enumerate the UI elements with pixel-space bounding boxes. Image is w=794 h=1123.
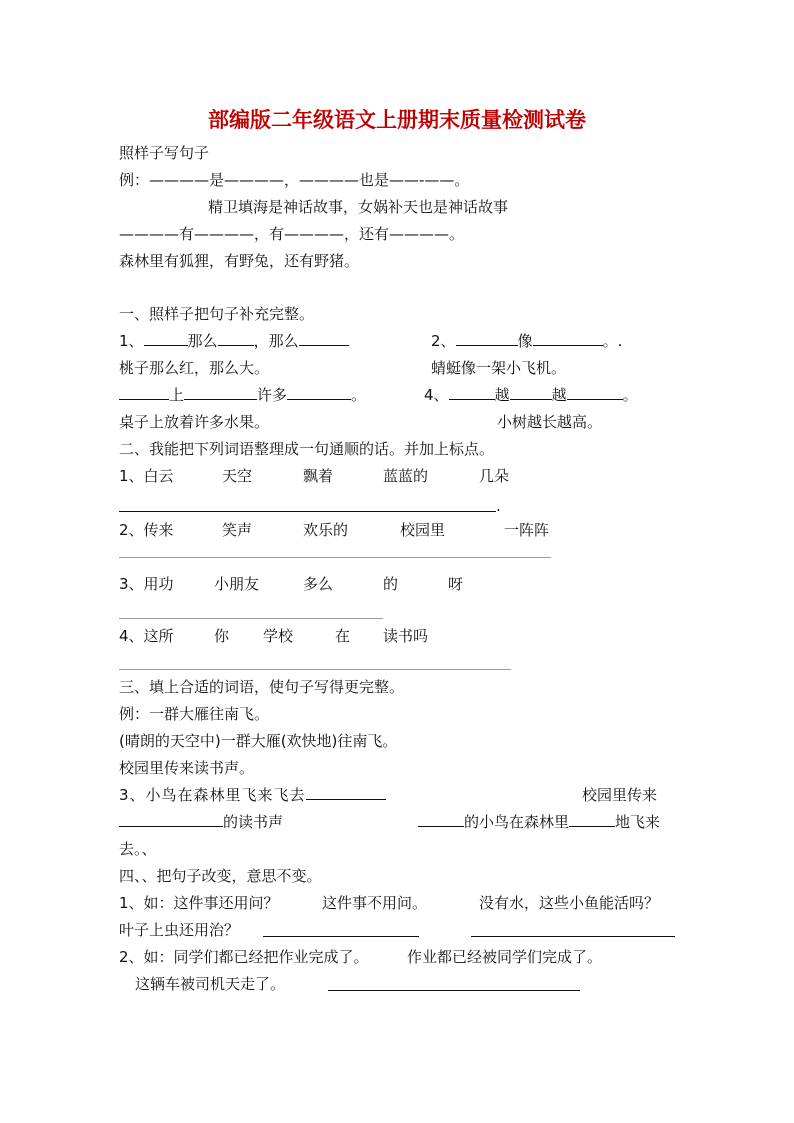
s2-q1-word: 1、白云	[119, 467, 174, 485]
section4-heading: 四、、把句子改变，意思不变。	[119, 867, 322, 885]
blank[interactable]	[533, 331, 603, 346]
s1-ex4: 小树越长越高。	[497, 413, 603, 431]
page-title: 部编版二年级语文上册期末质量检测试卷	[208, 107, 586, 132]
s1-q1	[119, 331, 349, 351]
blank[interactable]	[456, 331, 518, 346]
s3-q3-right: 校园里传来	[582, 786, 658, 804]
s3-line2-a: 的读书声	[223, 813, 284, 831]
s2-q2-word: 2、传来	[119, 521, 174, 539]
s3-sentence: 校园里传来读书声。	[119, 759, 255, 777]
s1-q3-end: 。	[351, 386, 367, 404]
s2-q3-word: 3、用功	[119, 575, 174, 593]
s2-q3-word: 呀	[448, 575, 464, 593]
s2-q4-word: 在	[335, 627, 351, 645]
blank[interactable]	[287, 385, 351, 400]
s2-q1-word: 几朵	[479, 467, 510, 485]
s1-ex2: 蜻蜓像一架小飞机。	[431, 359, 567, 377]
s2-q2-word: 一阵阵	[504, 521, 550, 539]
s1-q1-num: 1、	[119, 332, 144, 350]
s2-q1-word: 飘着	[303, 467, 334, 485]
s1-q4-end: 。	[622, 386, 638, 404]
s1-q2-num: 2、	[431, 332, 456, 350]
blank[interactable]	[306, 785, 386, 800]
s2-q4-word: 读书吗	[383, 627, 429, 645]
s2-q3-word: 的	[383, 575, 399, 593]
s2-q4-word: 你	[214, 627, 230, 645]
s1-q4	[424, 385, 638, 405]
section3-heading: 三、填上合适的词语，使句子写得更完整。	[119, 678, 405, 696]
blank[interactable]	[119, 385, 169, 400]
blank[interactable]	[510, 385, 552, 400]
s3-example: 例：一群大雁往南飞。	[119, 705, 270, 723]
intro-sentence: 森林里有狐狸，有野兔，还有野猪。	[119, 252, 360, 270]
s1-q2	[431, 331, 622, 351]
s2-q2-word: 笑声	[222, 521, 253, 539]
s1-q1-word: 那么	[187, 332, 218, 350]
s2-q1-end: .	[496, 497, 501, 515]
s3-q3	[119, 785, 386, 805]
answer-line[interactable]	[119, 618, 383, 619]
answer-line[interactable]	[328, 990, 580, 991]
s3-line2-b: 的小鸟在森林里	[464, 813, 570, 831]
s2-q1-word: 天空	[222, 467, 253, 485]
s1-q4-word: 越	[494, 386, 510, 404]
blank[interactable]	[299, 331, 349, 346]
blank[interactable]	[144, 331, 188, 346]
section1-heading: 一、照样子把句子补充完整。	[119, 305, 315, 323]
s2-q3-word: 多么	[303, 575, 334, 593]
s4-q1-c: 没有水，这些小鱼能活吗？	[479, 894, 660, 912]
blank[interactable]	[567, 385, 623, 400]
s1-q4-num: 4、	[424, 386, 449, 404]
s3-line2-c: 地飞来	[615, 813, 661, 831]
s4-q1-a: 1、如：这件事还用问？	[119, 894, 279, 912]
blank[interactable]	[449, 385, 495, 400]
s3-line2-right	[418, 812, 660, 832]
s4-q2-c: 这辆车被司机天走了。	[135, 975, 286, 993]
answer-line[interactable]	[119, 511, 496, 512]
s2-q1-word: 蓝蓝的	[383, 467, 429, 485]
intro-example: 例：————是————，————也是——-——。	[119, 171, 470, 189]
blank[interactable]	[184, 385, 257, 400]
s1-q3-word: 上	[169, 386, 185, 404]
s3-line3: 去。、	[119, 840, 157, 858]
s4-q2-a: 2、如：同学们都已经把作业完成了。	[119, 948, 369, 966]
intro-heading: 照样子写句子	[119, 144, 210, 162]
s1-q3-word2: 许多	[257, 386, 288, 404]
s2-q4-word: 学校	[263, 627, 294, 645]
s4-q1-b: 这件事不用问。	[322, 894, 428, 912]
answer-line[interactable]	[263, 936, 419, 937]
s2-q2-word: 欢乐的	[303, 521, 349, 539]
s1-ex3: 桌子上放着许多水果。	[119, 413, 270, 431]
s3-line2-left	[119, 812, 283, 832]
intro-pattern: ————有————，有————，还有————。	[119, 225, 465, 243]
blank[interactable]	[418, 812, 464, 827]
answer-line[interactable]	[119, 557, 551, 558]
section2-heading: 二、我能把下列词语整理成一句通顺的话。并加上标点。	[119, 440, 495, 458]
s3-example-answer: (晴朗的天空中)一群大雁(欢快地)往南飞。	[119, 732, 398, 750]
intro-example-sentence: 精卫填海是神话故事，女娲补天也是神话故事	[208, 198, 509, 216]
s1-ex1: 桃子那么红，那么大。	[119, 359, 270, 377]
s3-q3-text: 3、小鸟在森林里飞来飞去	[119, 786, 306, 804]
answer-line[interactable]	[471, 936, 675, 937]
answer-line[interactable]	[119, 669, 511, 670]
s2-q4-word: 4、这所	[119, 627, 174, 645]
s2-q2-word: 校园里	[400, 521, 446, 539]
s1-q1-word2: ，那么	[253, 332, 299, 350]
s1-q2-end: 。.	[602, 332, 623, 350]
s2-q3-word: 小朋友	[214, 575, 260, 593]
s1-q4-word2: 越	[551, 386, 567, 404]
blank[interactable]	[569, 812, 615, 827]
s1-q2-word: 像	[517, 332, 533, 350]
blank[interactable]	[218, 331, 254, 346]
blank[interactable]	[119, 812, 223, 827]
s4-q1-d: 叶子上虫还用治？	[119, 921, 240, 939]
s4-q2-b: 作业都已经被同学们完成了。	[407, 948, 603, 966]
s1-q3	[119, 385, 366, 405]
